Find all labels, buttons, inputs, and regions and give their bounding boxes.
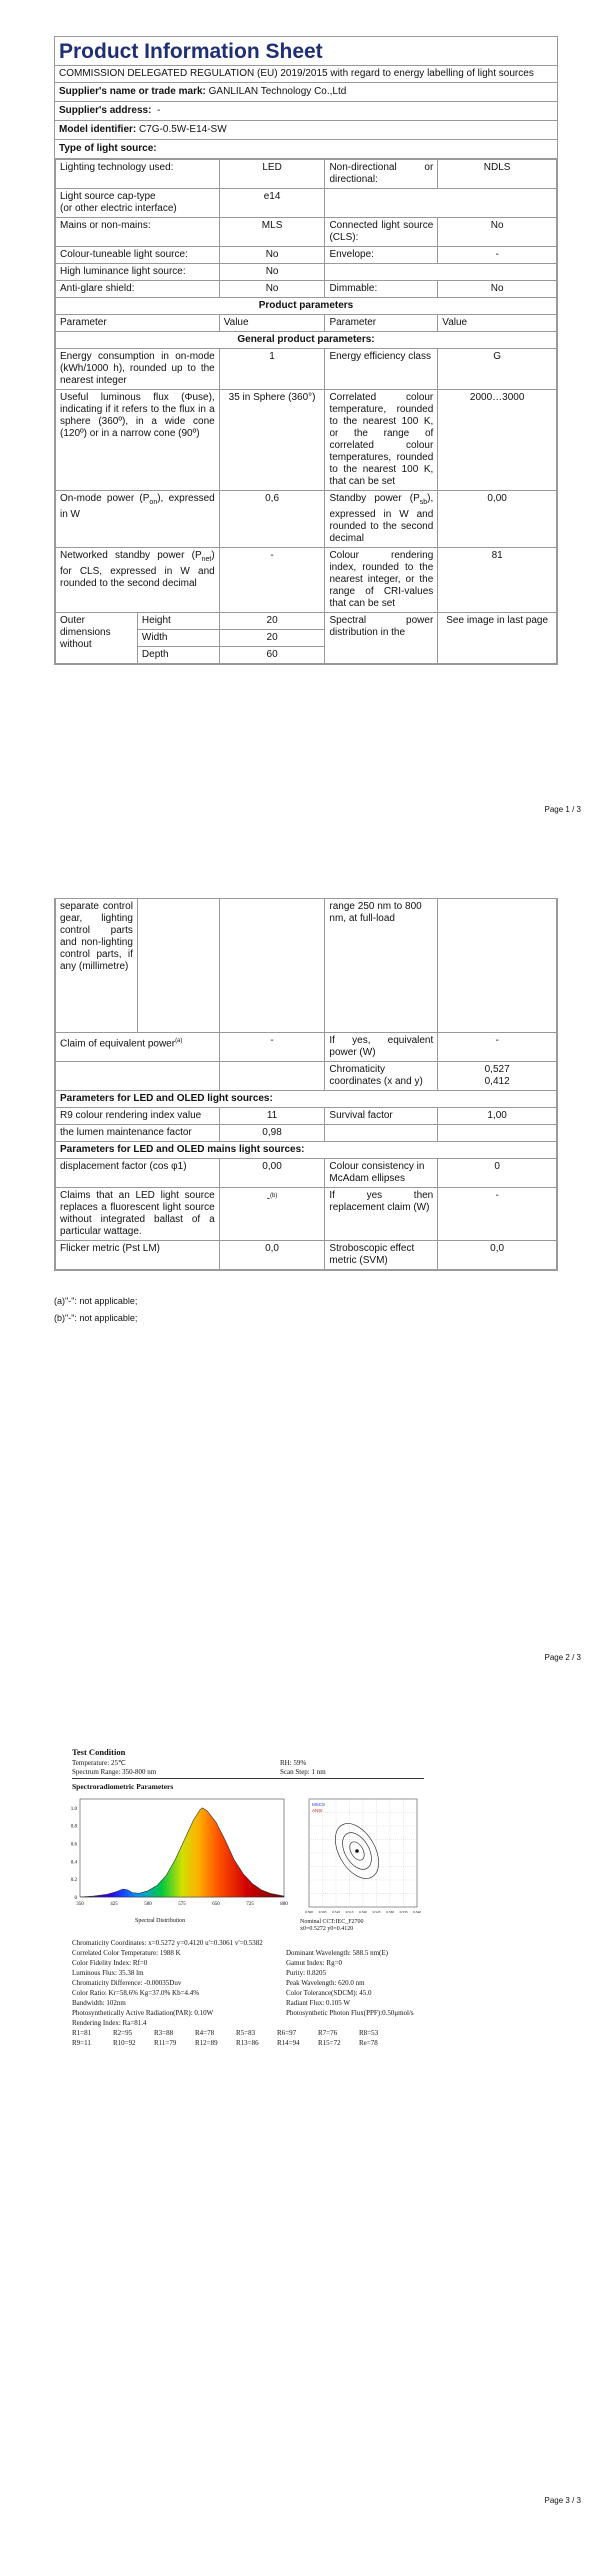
- rendering-index-value: R2=95: [113, 2029, 133, 2037]
- cie-legend-1: MSCS: [312, 1802, 326, 1807]
- consistency-value: 0: [438, 1159, 557, 1188]
- flux-value: 35 in Sphere (360°): [219, 390, 325, 491]
- product-params-header: Product parameters: [56, 298, 557, 315]
- cie-tick-label: 0.500: [305, 1910, 313, 1914]
- col-param-2: Parameter: [325, 315, 438, 332]
- param-line: Rendering Index: Ra=81.4: [72, 2019, 147, 2027]
- param-line: Chromaticity Difference: -0.00035Duv: [72, 1979, 182, 1987]
- height-label: Height: [137, 613, 219, 630]
- cie-tick-label: 0.525: [372, 1910, 381, 1914]
- lumen-value: 0,98: [219, 1125, 325, 1142]
- x-tick-label: 650: [212, 1902, 220, 1907]
- x-tick-label: 575: [178, 1902, 186, 1907]
- cri-value: 81: [438, 548, 557, 613]
- cie-tick-label: 0.540: [413, 1910, 421, 1914]
- directional-label: Non-directional or directional:: [325, 160, 438, 189]
- cct-label: Correlated colour temperature, rounded to the nearest 100 K, or the range of correlated colour temperatures, rounded to the nearest 100 K, that can be set: [325, 390, 438, 491]
- model-row: Model identifier: C7G-0.5W-E14-SW: [55, 121, 557, 140]
- info-sheet-box: [54, 36, 558, 665]
- survival-label: Survival factor: [325, 1108, 438, 1125]
- footnote-b: (b)"-": not applicable;: [54, 1313, 138, 1323]
- onmode-value: 0,6: [219, 491, 325, 548]
- rendering-index-value: R15=72: [318, 2039, 341, 2047]
- equiv-power-label: If yes, equivalent power (W): [325, 1033, 438, 1062]
- standby-value: 0,00: [438, 491, 557, 548]
- param-line: Color Tolerance(SDCM): 45.0: [286, 1989, 372, 1997]
- equiv-label: Claim of equivalent power$^{(a)}$: [56, 1033, 220, 1062]
- supplier-row: Supplier's name or trade mark: GANLILAN Technology Co.,Ltd: [55, 83, 557, 102]
- cie-tick-label: 0.530: [386, 1910, 394, 1914]
- cie-tick-label: 0.515: [345, 1910, 354, 1914]
- param-line: Radiant Flux: 0.105 W: [286, 1999, 351, 2007]
- col-param-1: Parameter: [56, 315, 220, 332]
- equiv-value: -: [219, 1033, 325, 1062]
- y-tick-label: 0.4: [70, 1860, 77, 1866]
- cct-value: 2000…3000: [438, 390, 557, 491]
- rendering-index-value: R7=76: [318, 2029, 338, 2037]
- mains-label: Mains or non-mains:: [56, 218, 220, 247]
- outer-label-cont: separate control gear, lighting control parts and non-lighting control parts, if any (millimetre): [56, 899, 138, 1033]
- rendering-index-value: R5=83: [236, 2029, 256, 2037]
- rendering-index-value: R12=89: [195, 2039, 218, 2047]
- antiglare-value: No: [219, 281, 325, 298]
- replace-value: -: [438, 1188, 557, 1241]
- spectrum-area: [80, 1808, 284, 1897]
- y-tick-label: 0.2: [70, 1878, 77, 1884]
- footnote-a: (a)"-": not applicable;: [54, 1296, 138, 1306]
- regulation-text: COMMISSION DELEGATED REGULATION (EU) 2019/2015 with regard to energy labelling of light sources: [55, 66, 557, 83]
- rendering-index-value: R1=81: [72, 2029, 92, 2037]
- rendering-index-value: R3=88: [154, 2029, 174, 2037]
- param-line: Chromaticity Coordinates: x=0.5272 y=0.4120 u'=0.3061 v'=0.5382: [72, 1939, 263, 1947]
- cie-caption-2: x0=0.5272 y0=0.4120: [300, 1926, 354, 1932]
- param-line: Color Ratio: Kr=58.6% Kg=37.0% Kb=4.4%: [72, 1989, 200, 1997]
- rendering-index-value: R14=94: [277, 2039, 300, 2047]
- lumen-label: the lumen maintenance factor: [56, 1125, 220, 1142]
- x-tick-label: 500: [144, 1902, 152, 1907]
- param-line: Correlated Color Temperature: 1988 K: [72, 1949, 181, 1957]
- y-tick-label: 0: [74, 1896, 77, 1901]
- replace-label: If yes then replacement claim (W): [325, 1188, 438, 1241]
- footnotes: [54, 1293, 137, 1327]
- rendering-index-value: R11=79: [154, 2039, 177, 2047]
- x-tick-label: 350: [76, 1902, 84, 1907]
- cls-value: No: [438, 218, 557, 247]
- disp-value: 0,00: [219, 1159, 325, 1188]
- product-table-cont: [55, 898, 557, 1270]
- antiglare-label: Anti-glare shield:: [56, 281, 220, 298]
- energy-label: Energy consumption in on-mode (kWh/1000 h), rounded up to the nearest integer: [56, 349, 220, 390]
- rendering-index-value: R9=11: [72, 2039, 91, 2047]
- flicker-label: Flicker metric (Pst LM): [56, 1241, 220, 1270]
- param-line: Bandwidth: 102nm: [72, 1999, 126, 2007]
- param-line: Photosynthetic Photon Flux(PPF):0.50μmol/s: [286, 2009, 414, 2017]
- high-lum-value: No: [219, 264, 325, 281]
- envelope-label: Envelope:: [325, 247, 438, 264]
- consistency-label: Colour consistency in McAdam ellipses: [325, 1159, 438, 1188]
- envelope-value: -: [438, 247, 557, 264]
- netstandby-value: -: [219, 548, 325, 613]
- spectrum-range: Spectrum Range: 350-800 nm: [72, 1768, 157, 1776]
- r9-label: R9 colour rendering index value: [56, 1108, 220, 1125]
- x-tick-label: 800: [280, 1902, 288, 1907]
- energy-value: 1: [219, 349, 325, 390]
- page-2: [0, 888, 603, 1693]
- cap-label: Light source cap-type (or other electric interface): [56, 189, 220, 218]
- cie-caption-1: Nominal CCT:IEC_F2700: [300, 1919, 364, 1925]
- spectral-label-cont: range 250 nm to 800 nm, at full-load: [325, 899, 438, 1033]
- page-number: Page 3 / 3: [544, 2496, 581, 2505]
- address-row: Supplier's address: -: [55, 102, 557, 121]
- r9-value: 11: [219, 1108, 325, 1125]
- depth-label: Depth: [137, 647, 219, 664]
- survival-value: 1,00: [438, 1108, 557, 1125]
- page-1: [0, 0, 603, 888]
- spectral-value: See image in last page: [438, 613, 557, 664]
- flicker-value: 0,0: [219, 1241, 325, 1270]
- outer-label: Outer dimensions without: [56, 613, 138, 664]
- page-number: Page 1 / 3: [544, 805, 581, 814]
- info-sheet-box-cont: [54, 898, 558, 1271]
- dimmable-label: Dimmable:: [325, 281, 438, 298]
- rendering-index-value: R6=97: [277, 2029, 297, 2037]
- cri-label: Colour rendering index, rounded to the nearest integer, or the range of CRI-values that can be set: [325, 548, 438, 613]
- page-number: Page 2 / 3: [544, 1653, 581, 1662]
- param-line: Color Fidelity Index: Rf=0: [72, 1959, 148, 1967]
- rh: RH: 59%: [280, 1759, 307, 1767]
- col-value-1: Value: [219, 315, 325, 332]
- dimmable-value: No: [438, 281, 557, 298]
- standby-label: Standby power $(P_{sb})$, expressed in W and rounded to the second decimal: [325, 491, 438, 548]
- cie-tick-label: 0.510: [332, 1910, 340, 1914]
- onmode-label: On-mode power $(P_{on})$, expressed in W: [56, 491, 220, 548]
- cie-tick-label: 0.505: [318, 1910, 327, 1914]
- chroma-label: Chromaticity coordinates (x and y): [325, 1062, 438, 1091]
- param-line: Luminous Flux: 35.38 lm: [72, 1969, 144, 1977]
- colour-tune-value: No: [219, 247, 325, 264]
- col-value-2: Value: [438, 315, 557, 332]
- param-line: Dominant Wavelength: 588.5 nm(E): [286, 1949, 388, 1957]
- x-tick-label: 725: [246, 1902, 254, 1907]
- strobo-label: Stroboscopic effect metric (SVM): [325, 1241, 438, 1270]
- colour-tune-label: Colour-tuneable light source:: [56, 247, 220, 264]
- rendering-index-value: R13=86: [236, 2039, 259, 2047]
- y-tick-label: 1.0: [70, 1806, 77, 1812]
- depth-value: 60: [219, 647, 325, 664]
- y-tick-label: 0.8: [70, 1824, 77, 1830]
- cie-tick-label: 0.535: [399, 1910, 408, 1914]
- high-lum-label: High luminance light source:: [56, 264, 220, 281]
- param-line: Peak Wavelength: 620.0 nm: [286, 1979, 365, 1987]
- param-line: Gamut Index: Rg=0: [286, 1959, 343, 1967]
- height-value: 20: [219, 613, 325, 630]
- claims-value: -$^{(b)}$: [219, 1188, 325, 1241]
- netstandby-label: Networked standby power $(P_{net})$ for CLS, expressed in W and rounded to the second decimal: [56, 548, 220, 613]
- eff-label: Energy efficiency class: [325, 349, 438, 390]
- strobo-value: 0,0: [438, 1241, 557, 1270]
- flux-label: Useful luminous flux (Φuse), indicating if it refers to the flux in a sphere (360º), in a wide cone (120º) or in a narrow cone (90º): [56, 390, 220, 491]
- page-3: [0, 1693, 603, 2560]
- led-params-header: Parameters for LED and OLED light sources:: [56, 1091, 557, 1108]
- spectral-label: Spectral power distribution in the: [325, 613, 438, 664]
- width-value: 20: [219, 630, 325, 647]
- tech-value: LED: [219, 160, 325, 189]
- cie-legend-2: ANSI: [312, 1808, 323, 1813]
- product-table: [55, 159, 557, 664]
- scan-step: Scan Step: 1 nm: [280, 1768, 326, 1776]
- type-row: Type of light source:: [55, 140, 557, 159]
- divider: [72, 1778, 424, 1779]
- general-params-header: General product parameters:: [56, 332, 557, 349]
- temperature: Temperature: 25℃: [72, 1759, 126, 1767]
- chromaticity-point: [355, 1849, 359, 1853]
- rendering-index-value: R4=78: [195, 2029, 215, 2037]
- rendering-index-value: R10=92: [113, 2039, 136, 2047]
- page-title: Product Information Sheet: [55, 37, 557, 66]
- cap-value: e14: [219, 189, 325, 218]
- test-condition-title: Test Condition: [72, 1747, 126, 1757]
- chroma-value: 0,527 0,412: [438, 1062, 557, 1091]
- eff-value: G: [438, 349, 557, 390]
- rendering-index-value: R8=53: [359, 2029, 379, 2037]
- param-line: Photosynthetically Active Radiation(PAR): 0.10W: [72, 2009, 214, 2017]
- claims-label: Claims that an LED light source replaces a fluorescent light source without integrated ballast of a particular wattage.: [56, 1188, 220, 1241]
- spectro-title: Spectroradiometric Parameters: [72, 1782, 174, 1791]
- cie-tick-label: 0.520: [359, 1910, 367, 1914]
- mains-params-header: Parameters for LED and OLED mains light sources:: [56, 1142, 557, 1159]
- cls-label: Connected light source (CLS):: [325, 218, 438, 247]
- x-tick-label: 425: [110, 1902, 118, 1907]
- equiv-power-value: -: [438, 1033, 557, 1062]
- rendering-index-value: Re=78: [359, 2039, 378, 2047]
- width-label: Width: [137, 630, 219, 647]
- y-tick-label: 0.6: [70, 1842, 77, 1848]
- disp-label: displacement factor (cos φ1): [56, 1159, 220, 1188]
- param-line: Purity: 0.8205: [286, 1969, 327, 1977]
- mains-value: MLS: [219, 218, 325, 247]
- tech-label: Lighting technology used:: [56, 160, 220, 189]
- directional-value: NDLS: [438, 160, 557, 189]
- cie-chart: [295, 1791, 423, 1919]
- spectral-chart: [62, 1793, 294, 1915]
- spectral-caption: Spectral Distribution: [135, 1918, 186, 1924]
